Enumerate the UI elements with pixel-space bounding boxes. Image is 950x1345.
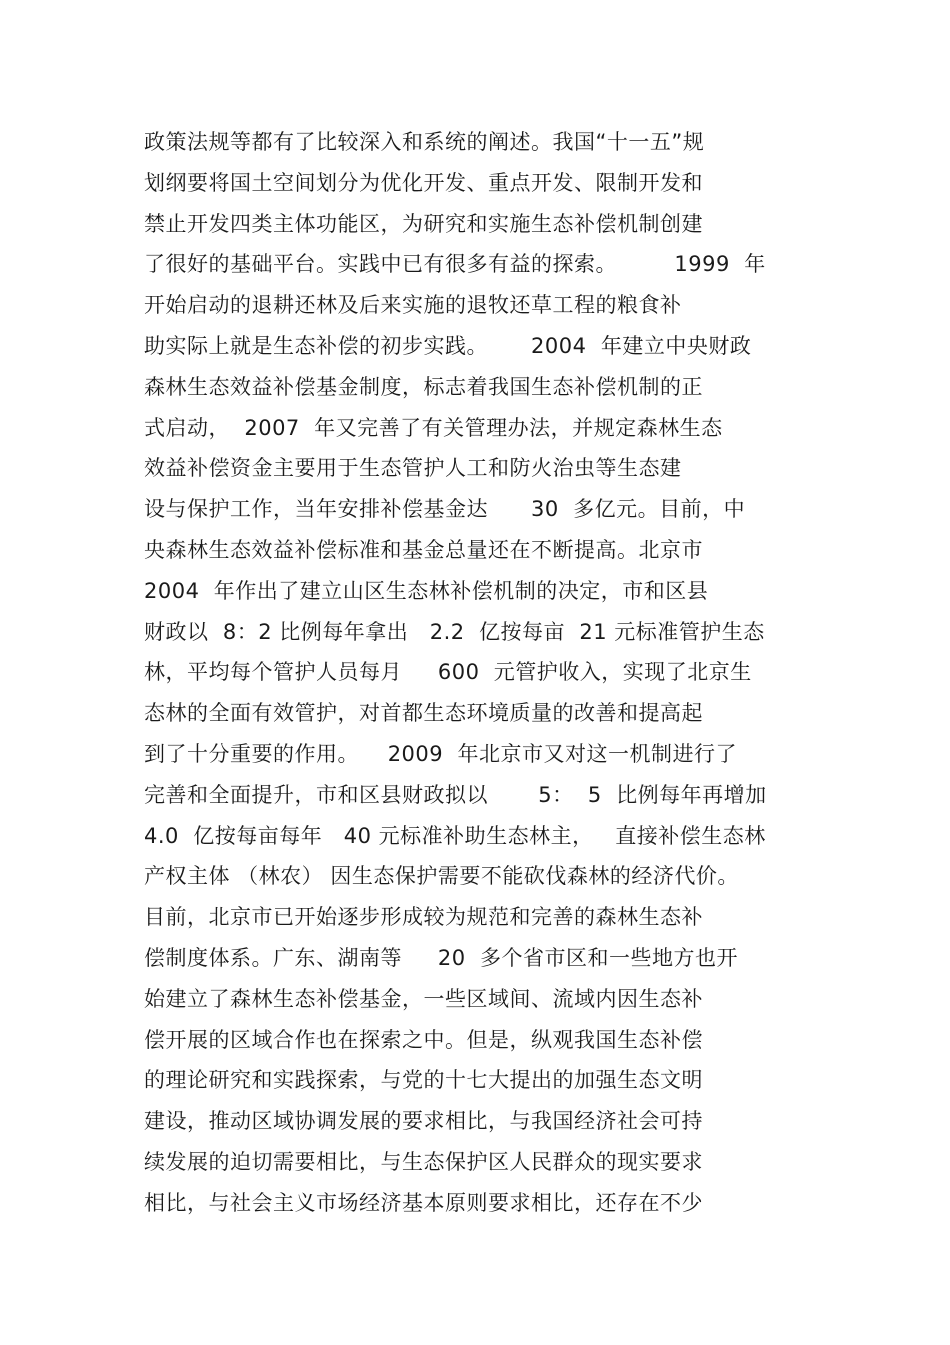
text-line-20: 目前，北京市已开始逐步形成较为规范和完善的森林生态补: [144, 905, 703, 930]
body-text: [144, 122, 844, 1224]
text-line-4: 了很好的基础平台。实践中已有很多有益的探索。 1999 年: [144, 252, 766, 277]
text-line-14: 林，平均每个管护人员每月 600 元管护收入，实现了北京生: [144, 660, 752, 685]
text-line-1: 政策法规等都有了比较深入和系统的阐述。我国“十一五”规: [144, 130, 705, 154]
text-line-15: 态林的全面有效管护，对首都生态环境质量的改善和提高起: [144, 701, 703, 726]
text-line-17: 完善和全面提升，市和区县财政拟以 5： 5 比例每年再增加: [144, 782, 767, 807]
text-line-5: 开始启动的退耕还林及后来实施的退牧还草工程的粮食补: [144, 293, 682, 318]
text-line-9: 效益补偿资金主要用于生态管护人工和防火治虫等生态建: [144, 456, 682, 481]
text-line-21: 偿制度体系。广东、湖南等 20 多个省市区和一些地方也开: [144, 945, 738, 970]
text-line-24: 的理论研究和实践探索，与党的十七大提出的加强生态文明: [144, 1068, 703, 1093]
text-line-19: 产权主体 （林农） 因生态保护需要不能砍伐森林的经济代价。: [144, 864, 739, 889]
text-line-27: 相比，与社会主义市场经济基本原则要求相比，还存在不少: [144, 1190, 703, 1215]
text-line-8: 式启动， 2007 年又完善了有关管理办法，并规定森林生态: [144, 415, 723, 440]
text-line-7: 森林生态效益补偿基金制度，标志着我国生态补偿机制的正: [144, 374, 703, 399]
text-line-25: 建设，推动区域协调发展的要求相比，与我国经济社会可持: [144, 1109, 703, 1134]
text-line-11: 央森林生态效益补偿标准和基金总量还在不断提高。北京市: [144, 537, 703, 562]
text-line-12: 2004 年作出了建立山区生态林补偿机制的决定，市和区县: [144, 578, 709, 603]
text-line-13: 财政以 8：2 比例每年拿出 2.2 亿按每亩 21 元标准管护生态: [144, 619, 765, 644]
text-line-6: 助实际上就是生态补偿的初步实践。 2004 年建立中央财政: [144, 333, 752, 358]
text-line-3: 禁止开发四类主体功能区，为研究和实施生态补偿机制创建: [144, 211, 703, 236]
text-line-23: 偿开展的区域合作也在探索之中。但是，纵观我国生态补偿: [144, 1027, 703, 1052]
text-line-18: 4.0 亿按每亩每年 40 元标准补助生态林主， 直接补偿生态林: [144, 823, 766, 848]
text-line-26: 续发展的迫切需要相比，与生态保护区人民群众的现实要求: [144, 1149, 703, 1174]
text-line-2: 划纲要将国土空间划分为优化开发、重点开发、限制开发和: [144, 170, 703, 195]
text-line-10: 设与保护工作，当年安排补偿基金达 30 多亿元。目前，中: [144, 497, 746, 522]
text-line-16: 到了十分重要的作用。 2009 年北京市又对这一机制进行了: [144, 741, 737, 766]
text-line-22: 始建立了森林生态补偿基金，一些区域间、流域内因生态补: [144, 986, 703, 1011]
